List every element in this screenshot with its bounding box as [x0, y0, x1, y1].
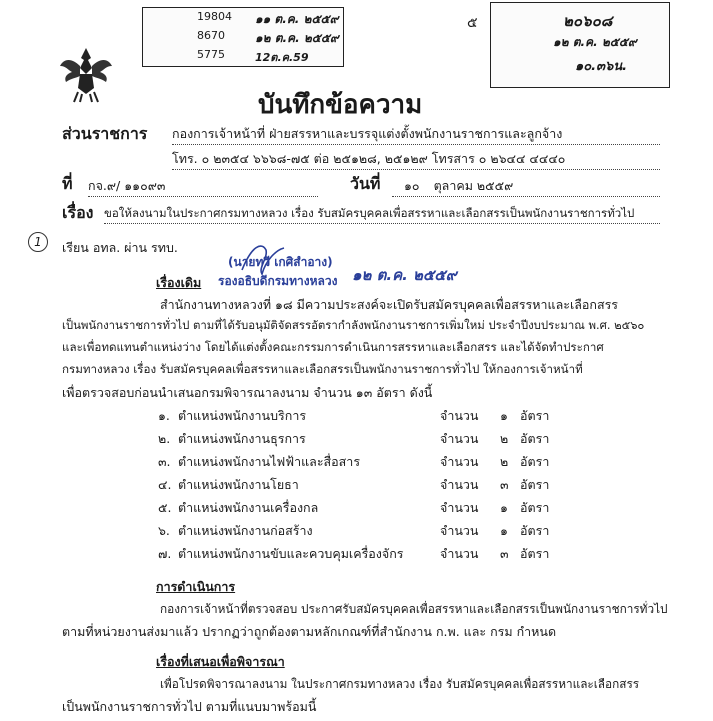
- section1-line: กรมทางหลวง เรื่อง รับสมัครบุคคลเพื่อสรรหาและเลือกสรรเป็นพนักงานราชการทั่วไป ให้กองการเจ้าหน้าที่: [62, 362, 583, 376]
- section1-line: เพื่อตรวจสอบก่อนนำเสนอกรมพิจารณาลงนาม จำนวน ๑๓ อัตรา ดังนี้: [62, 385, 433, 400]
- stamp-right-date: ๑๒ ต.ค. ๒๕๕๙: [553, 35, 637, 49]
- position-number: ๔.: [158, 477, 172, 492]
- handwritten-circle-number: 1: [28, 232, 48, 252]
- position-number: ๗.: [158, 546, 172, 561]
- position-count: ๑: [500, 500, 508, 515]
- section2-heading: การดำเนินการ: [156, 579, 236, 594]
- section2-line: กองการเจ้าหน้าที่ตรวจสอบ ประกาศรับสมัครบุคคลเพื่อสรรหาและเลือกสรรเป็นพนักงานราชการทั่วไป: [160, 602, 668, 616]
- approver-position: รองอธิบดีกรมทางหลวง: [218, 274, 338, 288]
- position-count: ๓: [500, 477, 509, 492]
- position-count-label: จำนวน: [440, 408, 479, 423]
- stamp-left-row3-number: 5775: [197, 48, 225, 61]
- section1-line: เป็นพนักงานราชการทั่วไป ตามที่ได้รับอนุมัติจัดสรรอัตรากำลังพนักงานราชการเพิ่มใหม่ ประจำปีงบประมาณ พ.ศ. ๒๕๖๐: [62, 318, 645, 332]
- position-count-label: จำนวน: [440, 477, 479, 492]
- position-count-label: จำนวน: [440, 546, 479, 561]
- stamp-left-row1-date: ๑๑ ต.ค. ๒๕๕๙: [255, 12, 339, 26]
- position-count: ๓: [500, 546, 509, 561]
- section3-line: เพื่อโปรดพิจารณาลงนาม ในประกาศกรมทางหลวง เรื่อง รับสมัครบุคคลเพื่อสรรหาและเลือกสรร: [160, 677, 640, 691]
- approver-name: (นายทวี เกศิสำอาง): [228, 255, 333, 269]
- section3-heading: เรื่องที่เสนอเพื่อพิจารณา: [156, 654, 285, 669]
- position-number: ๑.: [158, 408, 170, 423]
- position-number: ๓.: [158, 454, 171, 469]
- receipt-stamp-left: [142, 7, 344, 67]
- agency-phone: โทร. ๐ ๒๓๕๔ ๖๖๖๘-๗๕ ต่อ ๒๕๑๒๘, ๒๕๑๒๙ โทรสาร ๐ ๒๖๔๔ ๔๔๔๐: [172, 149, 660, 170]
- subject-label: เรื่อง: [62, 203, 94, 222]
- approver-signed-date: ๑๒ ต.ค. ๒๕๕๙: [352, 266, 457, 284]
- stamp-right-number: ๒๐๖๐๘: [563, 12, 613, 30]
- position-number: ๕.: [158, 500, 172, 515]
- position-number: ๖.: [158, 523, 170, 538]
- position-count: ๑: [500, 523, 508, 538]
- date-value: [392, 176, 660, 197]
- position-count: ๒: [500, 454, 509, 469]
- position-name: ตำแหน่งพนักงานไฟฟ้าและสื่อสาร: [178, 454, 361, 469]
- section2-line: ตามที่หน่วยงานส่งมาแล้ว ปรากฏว่าถูกต้องตามหลักเกณฑ์ที่สำนักงาน ก.พ. และ กรม กำหนด: [62, 624, 557, 639]
- subject-value: ขอให้ลงนามในประกาศกรมทางหลวง เรื่อง รับสมัครบุคคลเพื่อสรรหาและเลือกสรรเป็นพนักงานราชการทั่วไป: [104, 205, 660, 224]
- position-unit: อัตรา: [520, 523, 550, 538]
- section3-line: เป็นพนักงานราชการทั่วไป ตามที่แนบมาพร้อมนี้: [62, 699, 317, 714]
- position-unit: อัตรา: [520, 454, 550, 469]
- position-count-label: จำนวน: [440, 454, 479, 469]
- position-unit: อัตรา: [520, 431, 550, 446]
- receipt-stamp-right: [490, 2, 670, 88]
- stamp-left-row1-number: 19804: [197, 10, 232, 23]
- section1-heading: เรื่องเดิม: [156, 275, 202, 290]
- stamp-left-row2-date: ๑๒ ต.ค. ๒๕๕๙: [255, 31, 339, 45]
- salutation: เรียน อทล. ผ่าน รทบ.: [62, 240, 178, 255]
- stamp-left-row2-number: 8670: [197, 29, 225, 42]
- position-number: ๒.: [158, 431, 171, 446]
- page-mark: ๕: [467, 15, 478, 31]
- date-month-year: ตุลาคม ๒๕๕๙: [433, 178, 514, 193]
- agency-label: ส่วนราชการ: [62, 124, 148, 143]
- stamp-left-row3-date: 12ต.ค.59: [255, 51, 309, 64]
- position-count: ๑: [500, 408, 508, 423]
- agency-value: กองการเจ้าหน้าที่ ฝ่ายสรรหาและบรรจุแต่งตั้งพนักงานราชการและลูกจ้าง: [172, 124, 660, 145]
- position-name: ตำแหน่งพนักงานขับและควบคุมเครื่องจักร: [178, 546, 404, 561]
- position-count-label: จำนวน: [440, 523, 479, 538]
- position-unit: อัตรา: [520, 408, 550, 423]
- position-count: ๒: [500, 431, 509, 446]
- position-name: ตำแหน่งพนักงานโยธา: [178, 477, 299, 492]
- position-unit: อัตรา: [520, 546, 550, 561]
- ref-label: ที่: [62, 174, 73, 193]
- date-day: ๑๐: [404, 178, 420, 193]
- ref-value: กจ.๙/ ๑๑๐๙๓: [88, 176, 318, 197]
- position-count-label: จำนวน: [440, 431, 479, 446]
- page-title: บันทึกข้อความ: [258, 90, 423, 120]
- position-name: ตำแหน่งพนักงานบริการ: [178, 408, 307, 423]
- section1-line: และเพื่อทดแทนตำแหน่งว่าง โดยได้แต่งตั้งคณะกรรมการดำเนินการสรรหาและเลือกสรร และได้จัดทำประกาศ: [62, 340, 604, 354]
- position-name: ตำแหน่งพนักงานก่อสร้าง: [178, 523, 313, 538]
- position-count-label: จำนวน: [440, 500, 479, 515]
- garuda-emblem: [58, 44, 114, 104]
- date-label: วันที่: [350, 174, 381, 193]
- position-name: ตำแหน่งพนักงานเครื่องกล: [178, 500, 319, 515]
- position-unit: อัตรา: [520, 477, 550, 492]
- position-name: ตำแหน่งพนักงานธุรการ: [178, 431, 306, 446]
- position-unit: อัตรา: [520, 500, 550, 515]
- section1-line: สำนักงานทางหลวงที่ ๑๘ มีความประสงค์จะเปิดรับสมัครบุคคลเพื่อสรรหาและเลือกสรร: [160, 297, 619, 312]
- stamp-right-time: ๑๐.๓๖น.: [575, 59, 628, 74]
